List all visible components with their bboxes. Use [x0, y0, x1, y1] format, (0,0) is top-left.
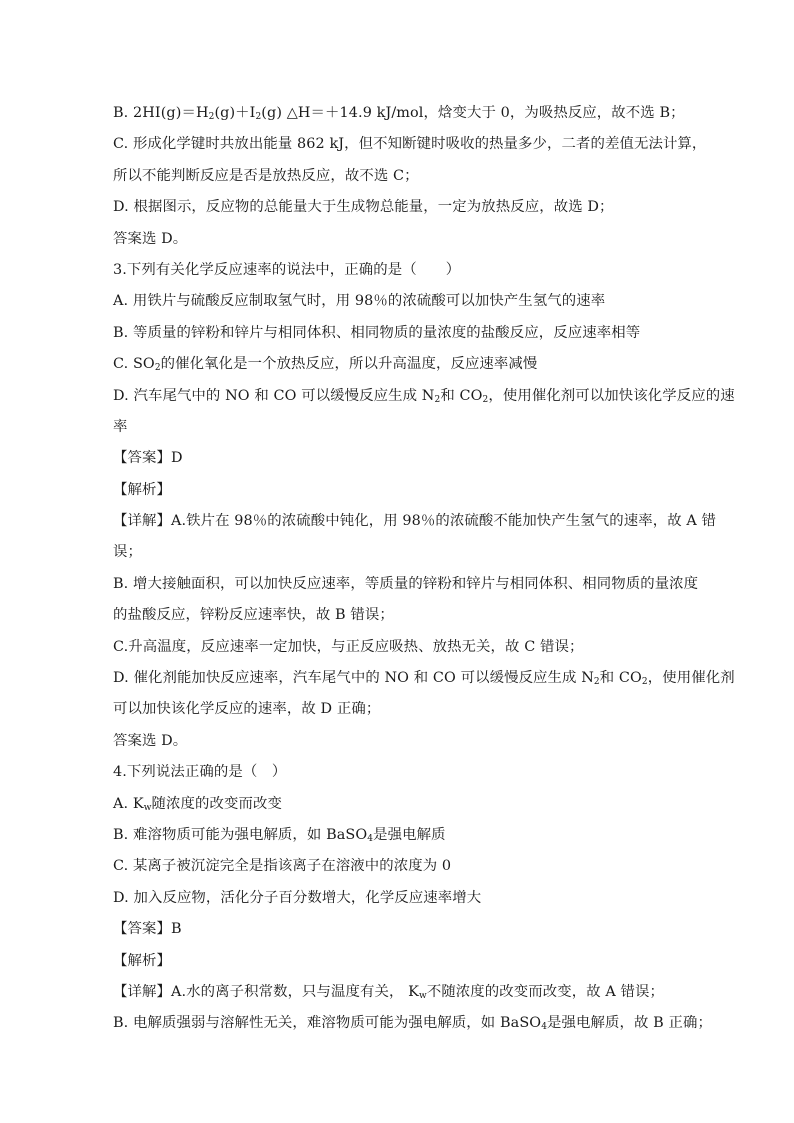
text-segment: ，使用催化剂可以加快该化学反应的速 — [488, 387, 735, 404]
text-line — [113, 475, 685, 506]
subscript: 4 — [541, 1022, 548, 1033]
text-segment: 3.下列有关化学反应速率的说法中，正确的是（ ） — [113, 261, 461, 278]
text-line — [113, 192, 685, 223]
text-line — [113, 381, 735, 412]
text-line — [113, 820, 685, 851]
text-segment: 【详解】A.水的离子积常数，只与温度有关， K — [113, 983, 420, 1000]
text-segment: A. 用铁片与硫酸反应制取氢气时，用 98％的浓硫酸可以加快产生氢气的速率 — [113, 293, 606, 310]
text-segment: 误； — [113, 544, 142, 561]
text-segment: 【答案】B — [113, 921, 182, 938]
text-segment: C.升高温度，反应速率一定加快，与正反应吸热、放热无关，故 C 错误； — [113, 638, 584, 655]
text-segment: (g)＋I — [214, 105, 256, 121]
text-segment: 【详解】A.铁片在 98％的浓硫酸中钝化，用 98％的浓硫酸不能加快产生氢气的速率，故 A 错 — [113, 513, 717, 530]
text-segment: C. 形成化学键时共放出能量 862 kJ，但不知断键时吸收的热量多少，二者的差值无法计算， — [113, 136, 707, 153]
subscript: w — [419, 990, 427, 1001]
text-line — [113, 255, 685, 286]
text-line — [113, 1008, 712, 1039]
text-line — [113, 851, 685, 882]
text-line — [113, 443, 685, 474]
text-segment: 4.下列说法正确的是（ ） — [113, 764, 287, 781]
text-segment: 【答案】D — [113, 450, 183, 467]
text-segment: D. 催化剂能加快反应速率，汽车尾气中的 NO 和 CO 可以缓慢反应生成 N — [113, 670, 594, 687]
subscript: 4 — [367, 833, 374, 844]
text-line — [113, 726, 685, 757]
text-segment: 随浓度的改变而改变 — [151, 795, 282, 812]
subscript: 2 — [434, 394, 441, 405]
text-line — [113, 883, 685, 914]
text-segment: B. 难溶物质可能为强电解质，如 BaSO — [113, 826, 368, 843]
text-line — [113, 349, 685, 380]
text-segment: 的催化氧化是一个放热反应，所以升高温度，反应速率减慢 — [160, 356, 538, 373]
text-segment: C. SO — [113, 356, 155, 373]
text-line — [113, 946, 685, 977]
text-segment: 不随浓度的改变而改变，故 A 错误； — [426, 983, 665, 1000]
text-line — [113, 98, 685, 129]
text-segment: 所以不能判断反应是否是放热反应，故不选 C； — [113, 167, 419, 184]
text-segment: 和 CO — [599, 670, 642, 687]
text-line — [113, 632, 685, 663]
text-segment: 答案选 D。 — [113, 230, 188, 247]
subscript: 2 — [255, 112, 262, 122]
text-line — [113, 129, 707, 160]
text-segment: 【解析】 — [113, 481, 171, 498]
subscript: 2 — [154, 363, 161, 374]
text-segment: B. 电解质强弱与溶解性无关，难溶物质可能为强电解质，如 BaSO — [113, 1015, 542, 1032]
subscript: 2 — [593, 677, 600, 688]
text-line — [113, 161, 685, 192]
text-segment: A. K — [113, 795, 144, 812]
text-segment: D. 加入反应物，活化分子百分数增大，化学反应速率增大 — [113, 889, 482, 906]
text-segment: 和 CO — [440, 387, 483, 404]
subscript: 2 — [641, 677, 648, 688]
text-line — [113, 914, 685, 945]
text-segment: B. 等质量的锌粉和锌片与相同体积、相同物质的量浓度的盐酸反应，反应速率相等 — [113, 324, 641, 341]
text-segment: 答案选 D。 — [113, 732, 188, 749]
text-segment: D. 根据图示，反应物的总能量大于生成物总能量，一定为放热反应，故选 D； — [113, 199, 614, 216]
text-line — [113, 224, 685, 255]
text-line — [113, 694, 685, 725]
text-line — [113, 757, 685, 788]
text-segment: D. 汽车尾气中的 NO 和 CO 可以缓慢反应生成 N — [113, 387, 435, 404]
text-segment: 可以加快该化学反应的速率，故 D 正确； — [113, 701, 381, 718]
text-line — [113, 569, 699, 600]
text-segment: ＝H — [181, 105, 209, 121]
text-segment: B. 2HI(g) — [113, 105, 182, 121]
text-line — [113, 977, 685, 1008]
text-segment: 的盐酸反应，锌粉反应速率快，故 B 错误； — [113, 607, 394, 624]
text-line — [113, 506, 717, 537]
text-line — [113, 789, 685, 820]
text-line — [113, 286, 685, 317]
subscript: 2 — [208, 112, 215, 122]
document-body — [113, 98, 735, 1040]
subscript: w — [143, 802, 152, 813]
text-segment: 是强电解质，故 B 正确； — [547, 1015, 712, 1032]
text-line — [113, 537, 685, 568]
text-segment: (g) △H＝＋14.9 kJ/mol，焓变大于 0，为吸热反应，故不选 B； — [261, 105, 685, 121]
text-segment: 是强电解质 — [373, 826, 446, 843]
text-segment: 【解析】 — [113, 952, 171, 969]
text-line — [113, 318, 685, 349]
subscript: 2 — [482, 394, 489, 405]
text-line — [113, 600, 685, 631]
text-segment: B. 增大接触面积，可以加快反应速率，等质量的锌粉和锌片与相同体积、相同物质的量浓度 — [113, 575, 699, 592]
text-segment: 率 — [113, 418, 128, 435]
text-segment: C. 某离子被沉淀完全是指该离子在溶液中的浓度为 0 — [113, 858, 452, 875]
text-line — [113, 663, 735, 694]
text-segment: ，使用催化剂 — [647, 670, 735, 687]
text-line — [113, 412, 685, 443]
